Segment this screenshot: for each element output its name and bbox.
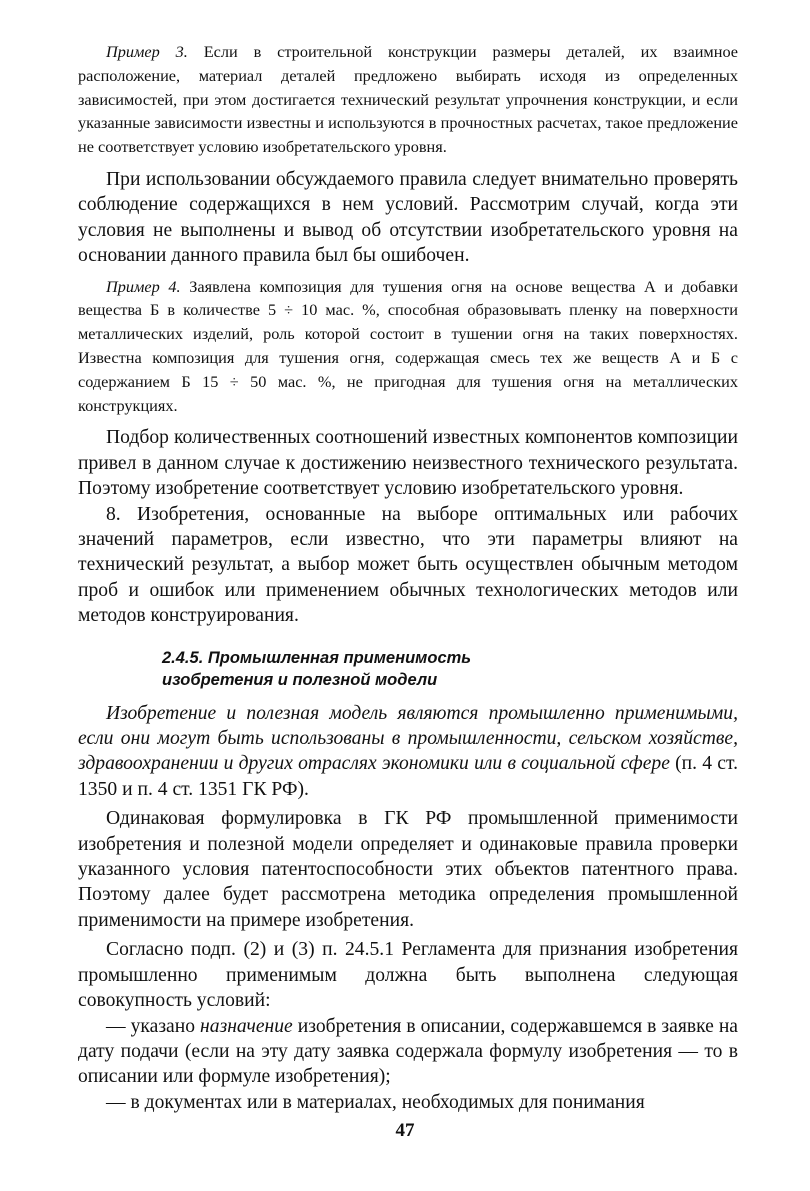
definition-paragraph: [78, 701, 738, 803]
page-body: [78, 40, 738, 1115]
section-heading-line-2: изобретения и полезной модели: [162, 670, 438, 689]
definition-italic: Изобретение и полезная модель являются промышленно применимыми, если они могут быть использованы в промышленности, сельском хозяйстве, здравоохранении и других отраслях экономики или в социальной сфере: [78, 702, 738, 775]
rule-check-paragraph: При использовании обсуждаемого правила следует внимательно проверять соблюдение содержащихся в нем условий. Рассмотрим случай, когда эти условия не выполнены и вывод об отсутствии изобретательского уровня на основании данного правила был бы ошибочен.: [78, 168, 738, 267]
according-paragraph: Согласно подп. (2) и (3) п. 24.5.1 Регламента для признания изобретения промышленно применимым должна быть выполнена следующая совокупность условий:: [78, 939, 738, 1012]
example-3-label: Пример 3.: [106, 42, 188, 61]
definition-reference: (п. 4 ст. 1350 и п. 4 ст. 1351 ГК РФ).: [78, 753, 738, 800]
example-3-paragraph: [78, 40, 738, 159]
same-wording-paragraph: Одинаковая формулировка в ГК РФ промышленной применимости изобретения и полезной модели определяет и одинаковые правила проверки указанного условия патентоспособности этих объектов патентного права. Поэтому далее будет рассмотрена методика определения промышленной применимости на примере изобретения.: [78, 808, 738, 931]
page-number: 47: [395, 1120, 415, 1141]
bullet-1: [78, 1014, 738, 1090]
example-4-paragraph: [78, 275, 738, 418]
bullet-1-after: изобретения в описании, содержавшемся в заявке на дату подачи (если на эту дату заявка содержала формулу изобретения — то в описании или формуле изобретения);: [78, 1015, 739, 1088]
example-3-text: Если в строительной конструкции размеры деталей, их взаимное расположение, материал деталей предложено выбирать исходя из определенных зависимостей, при этом достигается технический результат упрочнения конструкции, и если указанные зависимости известны и используются в прочностных расчетах, такое предложение не соответствует условию изобретательского уровня.: [78, 42, 739, 157]
item-8-paragraph: 8. Изобретения, основанные на выборе оптимальных или рабочих значений параметров, если известно, что эти параметры влияют на технический результат, а выбор может быть осуществлен обычным методом проб и ошибок или применением обычных технологических методов или методов конструирования.: [78, 503, 738, 627]
bullet-1-before: — указано: [106, 1015, 201, 1037]
example-4-text: Заявлена композиция для тушения огня на основе вещества А и добавки вещества Б в количестве 5 ÷ 10 мас. %, способная образовывать пленку на поверхности металлических изделий, роль которой состоит в тушении огня на таких поверхностях. Известна композиция для тушения огня, содержащая смесь тех же веществ А и Б с содержанием Б 15 ÷ 50 мас. %, не пригодная для тушения огня на металлических конструкциях.: [78, 276, 739, 415]
selection-paragraph: Подбор количественных соотношений известных компонентов композиции привел в данном случае к достижению неизвестного технического результата. Поэтому изобретение соответствует условию изобретательского уровня.: [78, 427, 738, 500]
section-heading: [78, 647, 738, 691]
example-4-label: Пример 4.: [106, 276, 181, 296]
bullet-2: — в документах или в материалах, необходимых для понимания: [106, 1091, 645, 1113]
bullet-1-italic: назначение: [200, 1015, 293, 1037]
section-heading-line-1: 2.4.5. Промышленная применимость: [162, 648, 472, 667]
